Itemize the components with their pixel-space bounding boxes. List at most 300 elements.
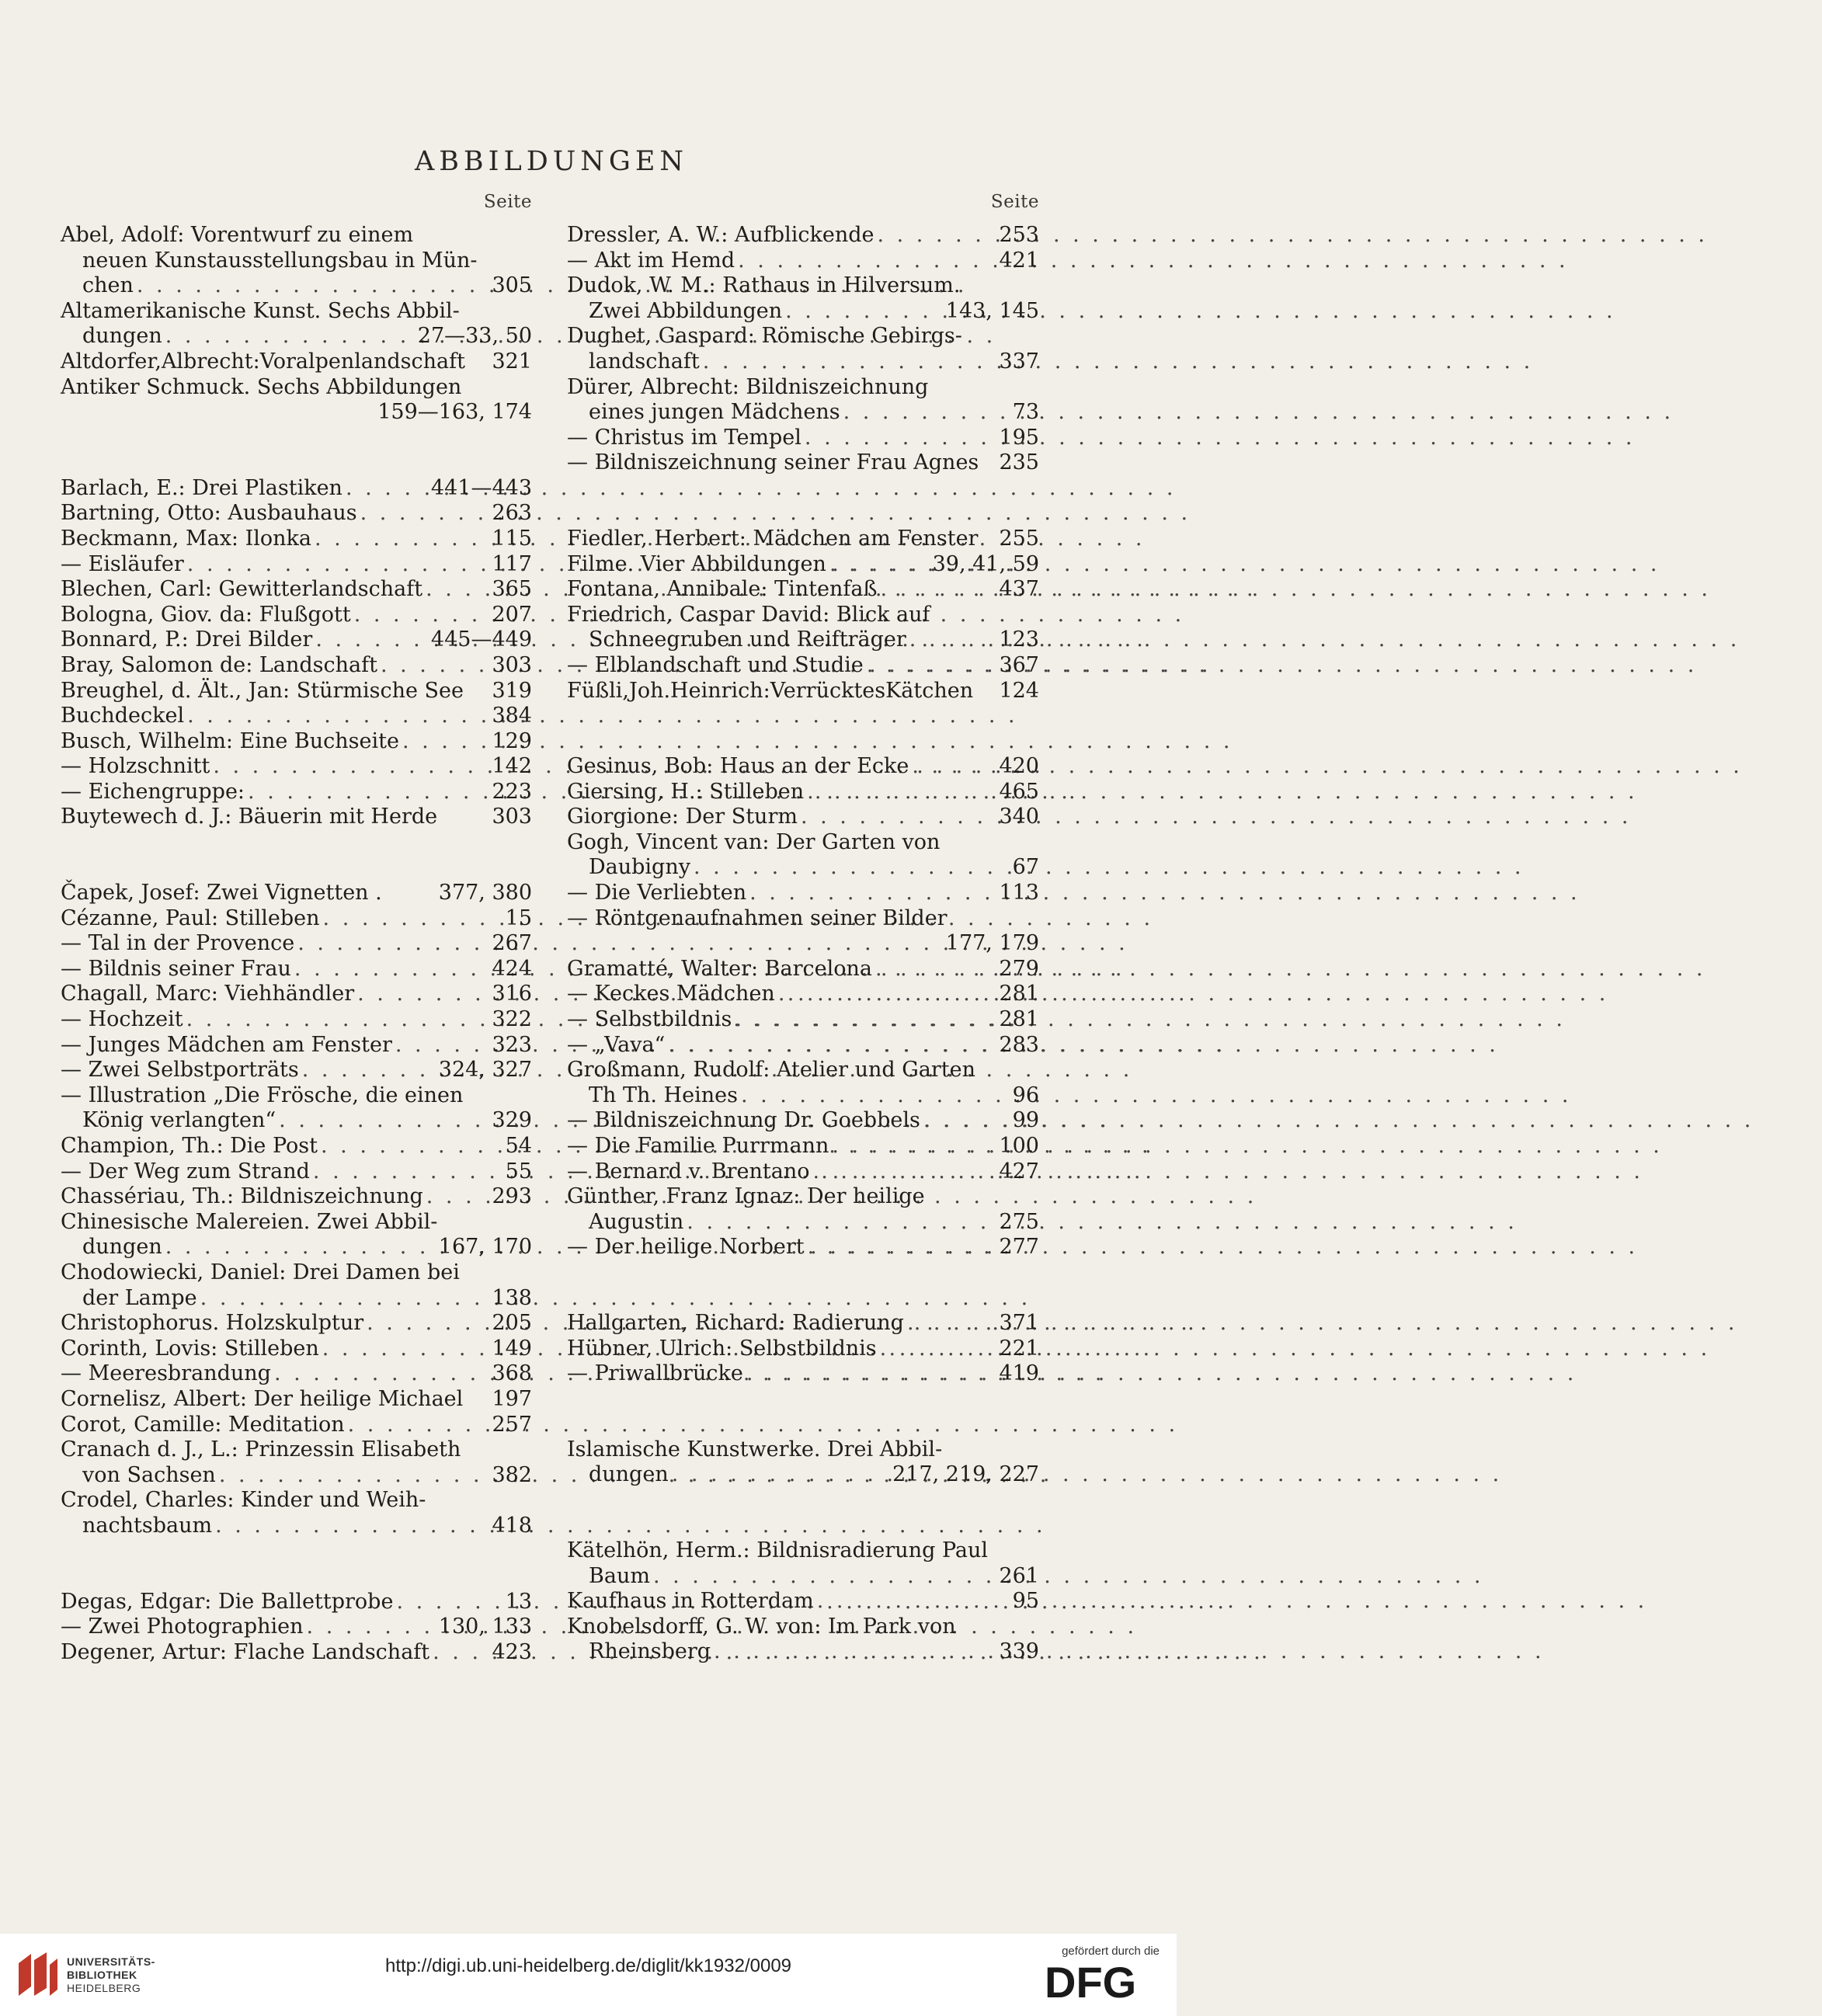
entry-pages: 15: [505, 905, 532, 930]
entry-text: — Bildniszeichnung Dr. Goebbels: [567, 1108, 920, 1133]
leader-dots: [294, 931, 487, 957]
entry-pages: 100: [999, 1134, 1039, 1158]
entry-pages: 281: [999, 1007, 1039, 1032]
entry-pages: 149: [492, 1336, 532, 1361]
index-entry: [567, 830, 1039, 856]
index-entry: [61, 1387, 532, 1413]
leader-dots: [184, 704, 487, 729]
index-entry: [61, 653, 532, 679]
index-entry: [61, 1463, 532, 1489]
entry-pages: 418: [492, 1513, 532, 1538]
entry-pages: 223: [492, 779, 532, 804]
entry-pages: 253: [999, 223, 1039, 247]
entry-text: Daubigny: [589, 855, 690, 880]
entry-pages: 205: [492, 1311, 532, 1336]
entry-pages: 384: [492, 704, 532, 728]
entry-text: Antiker Schmuck. Sechs Abbildungen: [61, 374, 462, 399]
index-entry: [567, 450, 1039, 476]
entry-text: dungen: [589, 1462, 669, 1487]
leader-dots: [864, 653, 995, 679]
entry-pages: 303: [492, 652, 532, 677]
index-entry: [567, 527, 1039, 552]
leader-dots: [735, 249, 994, 274]
entry-text: Chagall, Marc: Viehhändler: [61, 982, 355, 1006]
leader-dots: [351, 603, 488, 628]
entry-text: Champion, Th.: Die Post: [61, 1134, 318, 1158]
index-entry: [61, 273, 532, 299]
index-entry: [567, 223, 1039, 249]
index-entry: [61, 1640, 532, 1666]
leader-dots: [738, 1083, 1008, 1109]
leader-dots: [782, 299, 941, 325]
index-entry: [61, 223, 532, 249]
entry-text: der Lampe: [82, 1285, 197, 1310]
entry-text: Barlach, E.: Drei Plastiken: [61, 475, 342, 500]
entry-pages: 142: [492, 754, 532, 779]
leader-dots: [312, 627, 426, 653]
entry-pages: 159—163, 174: [377, 400, 532, 425]
entry-pages: 293: [492, 1184, 532, 1209]
entry-pages: 55: [505, 1159, 532, 1184]
entry-pages: 275: [999, 1209, 1039, 1234]
index-entry: [61, 1260, 532, 1286]
leader-dots: [345, 1413, 488, 1438]
index-entry: [61, 476, 532, 502]
entry-text: eines jungen Mädchens: [589, 400, 840, 425]
entry-text: Buytewech d. J.: Bäuerin mit Herde: [61, 805, 438, 829]
leader-dots: [650, 1564, 995, 1590]
index-entry: [61, 1108, 532, 1134]
index-entry: [61, 931, 532, 957]
index-entry: [567, 1007, 1039, 1033]
index-entry: [567, 627, 1039, 653]
leader-dots: [423, 1184, 488, 1210]
leader-dots: [840, 400, 1008, 426]
leader-dots: [801, 426, 995, 451]
entry-text: — Eisläufer: [61, 551, 184, 576]
leader-dots: [700, 349, 995, 375]
entry-text: Corinth, Lovis: Stilleben: [61, 1336, 319, 1361]
entry-text: — Holzschnitt: [61, 754, 210, 779]
entry-pages: 117: [492, 551, 532, 576]
entry-text: dungen: [82, 1235, 162, 1260]
index-entry: [567, 603, 1039, 628]
index-column-left: [61, 192, 532, 1665]
index-entry: [61, 957, 532, 982]
leader-dots: [357, 501, 488, 527]
leader-dots: [183, 1007, 488, 1033]
entry-text: Altdorfer,Albrecht:Voralpenlandschaft: [61, 349, 465, 374]
entry-pages: 123: [999, 627, 1039, 652]
index-entry: [567, 552, 1039, 578]
section-gap: [567, 1488, 1039, 1538]
index-entry: [61, 780, 532, 805]
entry-pages: 420: [999, 754, 1039, 779]
index-entry: [61, 906, 532, 932]
entry-text: Bologna, Giov. da: Flußgott: [61, 602, 351, 627]
index-entry: [567, 653, 1039, 679]
index-column-right: [567, 192, 1039, 1665]
entry-pages: 177, 179: [945, 931, 1039, 956]
leader-dots: [904, 1311, 995, 1336]
leader-dots: [877, 577, 994, 603]
leader-dots: [829, 1134, 994, 1159]
leader-dots: [276, 1108, 487, 1134]
index-entry: [61, 299, 532, 325]
leader-dots: [162, 1235, 434, 1260]
entry-text: — Meeresbrandung: [61, 1361, 271, 1386]
leader-dots: [775, 982, 995, 1007]
leader-dots: [363, 1311, 487, 1336]
entry-pages: 419: [999, 1361, 1039, 1386]
funder-note: gefördert durch die: [1062, 1945, 1160, 1958]
index-entry: [61, 1235, 532, 1260]
entry-pages: 371: [999, 1310, 1039, 1335]
leader-dots: [354, 982, 487, 1007]
entry-text: Cranach d. J., L.: Prinzessin Elisabeth: [61, 1437, 461, 1462]
entry-pages: 207: [492, 602, 532, 627]
index-entry: [61, 1033, 532, 1058]
dfg-logo-icon: [1045, 1958, 1161, 2007]
entry-text: Corot, Camille: Meditation: [61, 1412, 345, 1437]
leader-dots: [310, 1159, 501, 1185]
entry-text: Breughel, d. Ält., Jan: Stürmische See: [61, 678, 464, 703]
entry-pages: 367: [999, 652, 1039, 677]
entry-text: Cézanne, Paul: Stilleben: [61, 905, 320, 930]
seite-label-left: Seite: [483, 192, 532, 212]
entry-pages: 99: [1012, 1108, 1039, 1133]
entry-text: Füßli,Joh.Heinrich:VerrücktesKätchen: [567, 678, 974, 703]
entry-pages: 257: [492, 1412, 532, 1437]
section-gap: [567, 476, 1039, 527]
index-entry: [61, 1286, 532, 1312]
index-entry: [61, 1336, 532, 1362]
index-entry: [61, 1134, 532, 1159]
entry-list-left: [61, 223, 532, 1665]
entry-text: — Elblandschaft und Studie: [567, 652, 864, 677]
entry-text: neuen Kunstausstellungsbau in Mün-: [82, 248, 478, 273]
leader-dots: [429, 1640, 487, 1666]
index-entry: [61, 375, 532, 401]
entry-pages: 67: [1012, 855, 1039, 880]
entry-pages: 324, 327: [438, 1058, 532, 1083]
entry-text: Fiedler, Herbert: Mädchen am Fenster: [567, 526, 979, 551]
index-entry: [61, 679, 532, 704]
entry-pages: 319: [492, 678, 532, 703]
entry-text: Günther, Franz Ignaz: Der heilige: [567, 1184, 925, 1209]
entry-text: Großmann, Rudolf: Atelier und Garten: [567, 1058, 975, 1083]
entry-text: Dressler, A. W.: Aufblickende: [567, 223, 874, 247]
entry-text: Th Th. Heines: [589, 1083, 738, 1107]
entry-text: Augustin: [589, 1209, 684, 1234]
source-url-link[interactable]: http://digi.ub.uni-heidelberg.de/diglit/kk1932/0009: [384, 1955, 792, 1976]
entry-text: Kätelhön, Herm.: Bildnisradierung Paul: [567, 1538, 989, 1562]
index-entry: [567, 1083, 1039, 1109]
entry-text: Cornelisz, Albert: Der heilige Michael: [61, 1386, 464, 1411]
leader-dots: [377, 653, 488, 679]
leader-dots: [320, 906, 501, 932]
index-entry: [61, 982, 532, 1007]
section-gap: [61, 426, 532, 476]
index-entry: [61, 249, 532, 274]
entry-pages: 115: [492, 526, 532, 551]
dfg-logo-text: DFG: [1045, 1958, 1137, 2007]
entry-pages: 339: [999, 1639, 1039, 1664]
entry-pages: 263: [492, 501, 532, 526]
entry-text: — Junges Mädchen am Fenster: [61, 1032, 392, 1057]
entry-text: Chassériau, Th.: Bildniszeichnung: [61, 1184, 423, 1209]
entry-pages: 316: [492, 982, 532, 1006]
leader-dots: [877, 1336, 995, 1362]
entry-pages: 279: [999, 956, 1039, 981]
entry-pages: 322: [492, 1007, 532, 1032]
uni-line-3: HEIDELBERG: [67, 1982, 141, 1994]
index-entry: [567, 1589, 1039, 1615]
leader-dots: [746, 881, 994, 906]
index-entry: [61, 704, 532, 729]
entry-text: Filme. Vier Abbildungen: [567, 551, 826, 576]
index-entry: [567, 1538, 1039, 1564]
leader-dots: [245, 780, 487, 805]
entry-text: Kaufhaus in Rotterdam: [567, 1589, 814, 1614]
entry-pages: 303: [492, 805, 532, 829]
leader-dots: [393, 1590, 500, 1615]
index-entry: [567, 1615, 1039, 1640]
index-entry: [61, 881, 532, 906]
index-entry: [61, 1413, 532, 1438]
index-entry: [61, 1488, 532, 1514]
entry-text: — Selbstbildnis: [567, 1007, 732, 1032]
entry-pages: 27—33, 50: [417, 324, 532, 349]
index-entry: [61, 400, 532, 426]
entry-pages: 261: [999, 1563, 1039, 1588]
leader-dots: [184, 552, 488, 578]
entry-text: Gramatté, Walter: Barcelona: [567, 956, 872, 981]
entry-text: Baum: [589, 1563, 650, 1588]
entry-pages: 73: [1012, 400, 1039, 425]
leader-dots: [665, 1033, 994, 1058]
entry-pages: 323: [492, 1032, 532, 1057]
entry-pages: 167, 170: [438, 1235, 532, 1260]
leader-dots: [311, 527, 487, 552]
entry-text: Beckmann, Max: Ilonka: [61, 526, 311, 551]
entry-pages: 217, 219, 227: [892, 1462, 1039, 1487]
index-entry: [567, 805, 1039, 830]
index-entry: [61, 1437, 532, 1463]
index-entry: [61, 1615, 532, 1640]
index-entry: [567, 1184, 1039, 1210]
entry-text: Knobelsdorff, G. W. von: Im Park von: [567, 1614, 956, 1639]
leader-dots: [798, 805, 995, 830]
leader-dots: [299, 1058, 434, 1083]
index-entry: [61, 577, 532, 603]
index-entry: [567, 1108, 1039, 1134]
leader-dots: [134, 273, 488, 299]
entry-text: Gogh, Vincent van: Der Garten von: [567, 829, 941, 854]
index-entry: [61, 1058, 532, 1083]
leader-dots: [920, 1108, 1008, 1134]
leader-dots: [669, 1462, 888, 1488]
entry-text: chen: [82, 273, 134, 298]
entry-pages: 221: [999, 1336, 1039, 1361]
index-entry: [567, 1210, 1039, 1236]
index-entry: [567, 957, 1039, 982]
index-entry: [567, 1311, 1039, 1336]
entry-pages: 54: [505, 1134, 532, 1158]
leader-dots: [422, 577, 487, 603]
leader-dots: [732, 1007, 994, 1033]
entry-text: Degas, Edgar: Die Ballettprobe: [61, 1589, 394, 1614]
entry-pages: 441—443: [430, 475, 532, 500]
index-entry: [567, 1639, 1039, 1665]
entry-pages: 195: [999, 425, 1039, 450]
index-entry: [567, 1462, 1039, 1488]
leader-dots: [690, 855, 1008, 881]
index-entry: [61, 1311, 532, 1336]
entry-pages: 124: [999, 678, 1039, 703]
index-entry: [61, 1361, 532, 1387]
entry-text: Čapek, Josef: Zwei Vignetten .: [61, 881, 382, 905]
leader-dots: [743, 1361, 995, 1387]
entry-pages: 368: [492, 1361, 532, 1386]
index-entry: [567, 324, 1039, 349]
entry-text: — Der Weg zum Strand: [61, 1159, 310, 1184]
section-gap: [567, 704, 1039, 754]
entry-pages: 445—449: [430, 627, 532, 652]
entry-text: Bray, Salomon de: Landschaft: [61, 652, 377, 677]
seite-label-right: Seite: [990, 192, 1039, 212]
entry-text: Bonnard, P.: Drei Bilder: [61, 627, 313, 652]
index-entry: [567, 1159, 1039, 1185]
entry-pages: 96: [1012, 1083, 1039, 1107]
index-entry: [567, 400, 1039, 426]
leader-dots: [814, 1589, 1008, 1615]
index-entry: [567, 1134, 1039, 1159]
index-entry: [567, 906, 1039, 932]
index-entry: [61, 627, 532, 653]
leader-dots: [342, 476, 426, 502]
entry-pages: 423: [492, 1639, 532, 1664]
entry-text: — Keckes Mädchen: [567, 982, 775, 1006]
entry-pages: 421: [999, 248, 1039, 273]
entry-text: — Illustration „Die Frösche, die einen: [61, 1083, 464, 1107]
entry-pages: 465: [999, 779, 1039, 804]
index-entry: [567, 982, 1039, 1007]
entry-text: Altamerikanische Kunst. Sechs Abbil-: [61, 298, 460, 323]
section-gap: [567, 1260, 1039, 1311]
index-entry: [567, 1564, 1039, 1590]
index-entry: [567, 249, 1039, 274]
entry-text: Buchdeckel: [61, 704, 185, 728]
entry-pages: 281: [999, 982, 1039, 1006]
entry-text: Abel, Adolf: Vorentwurf zu einem: [61, 223, 414, 247]
entry-text: landschaft: [589, 349, 700, 374]
index-entry: [61, 729, 532, 755]
entry-text: Giersing, H.: Stilleben: [567, 779, 805, 804]
index-entry: [61, 754, 532, 780]
entry-pages: 130, 133: [438, 1615, 532, 1639]
entry-pages: 95: [1012, 1589, 1039, 1614]
entry-text: Giorgione: Der Sturm: [567, 805, 798, 829]
entry-text: — Die Familie Purrmann: [567, 1134, 829, 1158]
entry-pages: 337: [999, 349, 1039, 374]
footer-bar: [0, 1934, 1177, 2016]
entry-text: König verlangten“: [82, 1108, 276, 1133]
leader-dots: [711, 1639, 994, 1665]
index-entry: [61, 603, 532, 628]
index-entry: [61, 527, 532, 552]
index-entry: [567, 1058, 1039, 1083]
index-entry: [567, 1033, 1039, 1058]
entry-text: Zwei Abbildungen: [589, 298, 783, 323]
entry-text: — Bildniszeichnung seiner Frau Agnes: [567, 450, 979, 475]
section-gap: [61, 1539, 532, 1590]
entry-text: Gesinus, Bob: Haus an der Ecke: [567, 754, 909, 779]
entry-pages: 340: [999, 805, 1039, 829]
index-entry: [567, 1361, 1039, 1387]
entry-text: Rheinsberg: [589, 1639, 711, 1664]
leader-dots: [304, 1615, 434, 1640]
index-entry: [567, 931, 1039, 957]
index-entry: [61, 1083, 532, 1109]
index-entry: [567, 855, 1039, 881]
entry-pages: 424: [492, 956, 532, 981]
uni-line-2: BIBLIOTHEK: [67, 1969, 137, 1981]
index-entry: [61, 1590, 532, 1615]
leader-dots: [291, 957, 488, 982]
entry-pages: 277: [999, 1235, 1039, 1260]
entry-text: Blechen, Carl: Gewitterlandschaft: [61, 577, 423, 602]
leader-dots: [826, 552, 928, 578]
entry-pages: 321: [492, 349, 532, 374]
entry-pages: 267: [492, 931, 532, 956]
index-entry: [61, 501, 532, 527]
leader-dots: [197, 1286, 488, 1312]
leader-dots: [319, 1336, 488, 1362]
section-gap: [567, 1387, 1039, 1437]
entry-list-right: [567, 223, 1039, 1665]
leader-dots: [909, 754, 994, 780]
entry-text: — Akt im Hemd: [567, 248, 735, 273]
index-entry: [567, 780, 1039, 805]
entry-text: — Die Verliebten: [567, 881, 747, 905]
index-entry: [61, 1514, 532, 1539]
leader-dots: [318, 1134, 501, 1159]
entry-text: — Röntgenaufnahmen seiner Bilder: [567, 905, 948, 930]
index-entry: [61, 805, 532, 830]
leader-dots: [212, 1514, 487, 1539]
index-entry: [567, 349, 1039, 375]
entry-text: Christophorus. Holzskulptur: [61, 1311, 364, 1336]
index-entry: [567, 754, 1039, 780]
entry-text: dungen: [82, 324, 162, 349]
index-entry: [567, 299, 1039, 325]
index-entry: [567, 881, 1039, 906]
entry-text: — Christus im Tempel: [567, 425, 801, 450]
entry-text: — Priwallbrücke: [567, 1361, 743, 1386]
index-entry: [567, 577, 1039, 603]
page-title: ABBILDUNGEN: [414, 146, 689, 177]
leader-dots: [874, 223, 994, 249]
entry-pages: 235: [999, 450, 1039, 475]
leader-dots: [804, 780, 994, 805]
entry-pages: 377, 380: [438, 881, 532, 905]
entry-text: Hallgarten, Richard: Radierung: [567, 1310, 904, 1335]
entry-pages: 143, 145: [945, 298, 1039, 323]
entry-text: — Bildnis seiner Frau: [61, 956, 291, 981]
entry-text: — Eichengruppe:: [61, 779, 245, 804]
entry-text: Fontana, Annibale: Tintenfaß: [567, 577, 878, 602]
